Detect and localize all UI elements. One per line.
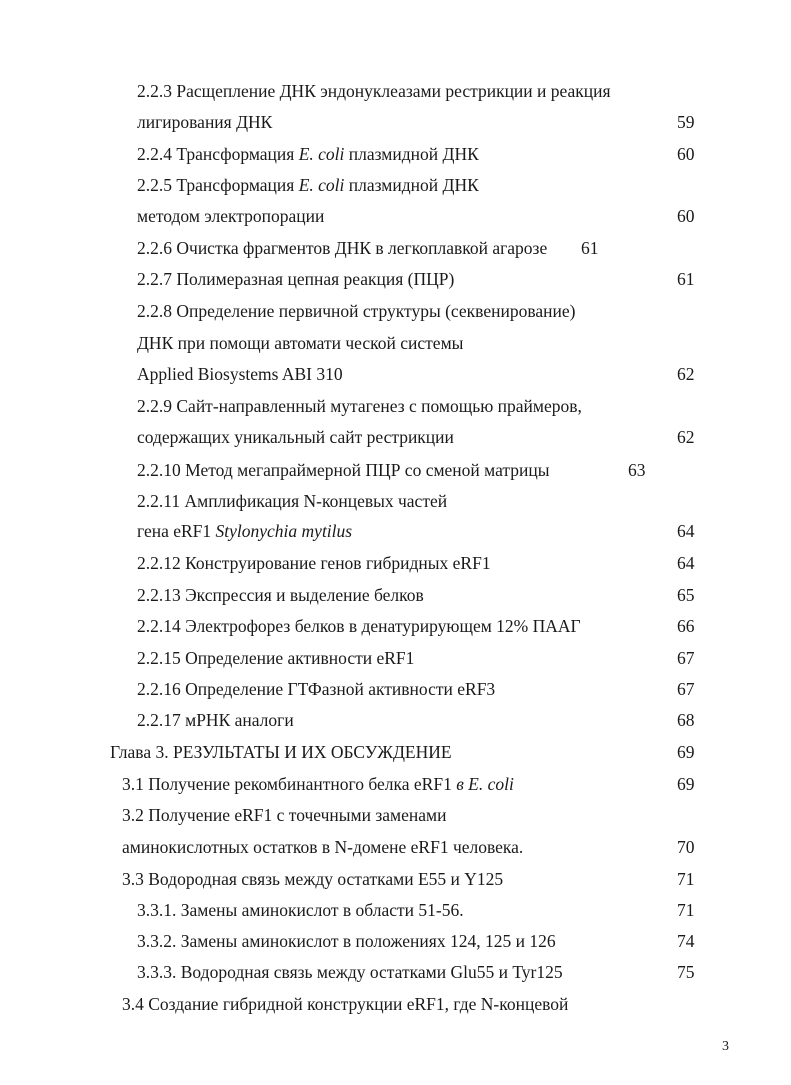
toc-entry-2-2-8-line2: ДНК при помощи автомати ческой системы [137,333,464,353]
toc-page-number: 69 [677,774,695,794]
toc-entry-2-2-10: 2.2.10 Метод мегапраймерной ПЦР со сменой матрицы [137,460,550,480]
toc-entry-text: 2.2.4 Трансформация [137,144,299,164]
toc-entry-3-1 [122,773,514,795]
toc-page-number: 60 [677,206,695,226]
toc-entry-2-2-7: 2.2.7 Полимеразная цепная реакция (ПЦР) [137,269,455,289]
toc-page-number: 67 [677,648,695,668]
toc-page-number: 71 [677,869,695,889]
toc-entry-italic: E. coli [298,144,345,164]
toc-entry-2-2-15: 2.2.15 Определение активности eRF1 [137,648,415,668]
toc-page-number: 64 [677,553,695,573]
toc-entry-2-2-16: 2.2.16 Определение ГТФазной активности eRF3 [137,679,496,699]
toc-page-number: 60 [677,144,695,164]
toc-entry-2-2-8-line1: 2.2.8 Определение первичной структуры (секвенирование) [137,301,576,321]
toc-entry-2-2-5-line2: методом электропорации [137,206,325,226]
toc-entry-2-2-9-line2: содержащих уникальный сайт рестрикции [137,427,454,447]
toc-page-number: 65 [677,585,695,605]
toc-page-number: 63 [628,460,646,480]
toc-page-number: 61 [581,238,599,258]
toc-entry-text: плазмидной ДНК [344,144,479,164]
toc-entry-2-2-6: 2.2.6 Очистка фрагментов ДНК в легкоплавкой агарозе [137,238,548,258]
toc-page-number: 75 [677,962,695,982]
toc-page-number: 59 [677,112,695,132]
toc-page-number: 64 [677,521,695,541]
page-number: 3 [722,1039,729,1054]
toc-entry-text: гена eRF1 [137,521,216,541]
toc-entry-2-2-12: 2.2.12 Конструирование генов гибридных eRF1 [137,553,491,573]
toc-page-number: 70 [677,837,695,857]
toc-entry-3-3-3: 3.3.3. Водородная связь между остатками Glu55 и Tyr125 [137,962,563,982]
toc-entry-text: плазмидной ДНК [344,175,479,195]
toc-entry-2-2-8-line3: Applied Biosystems ABI 310 [137,364,343,384]
toc-page-number: 66 [677,616,695,636]
toc-page-number: 67 [677,679,695,699]
toc-entry-italic: в E. coli [456,774,514,794]
toc-entry-text: 2.2.5 Трансформация [137,175,299,195]
toc-entry-italic: E. coli [298,175,345,195]
toc-entry-3-3: 3.3 Водородная связь между остатками E55 и Y125 [122,869,504,889]
toc-entry-2-2-14: 2.2.14 Электрофорез белков в денатурирующем 12% ПААГ [137,616,581,636]
toc-entry-text: 3.1 Получение рекомбинантного белка eRF1 [122,774,457,794]
toc-entry-2-2-3-line1: 2.2.3 Расщепление ДНК эндонуклеазами рестрикции и реакция [137,81,611,101]
toc-page-number: 62 [677,427,695,447]
toc-entry-2-2-9-line1: 2.2.9 Сайт-направленный мутагенез с помощью праймеров, [137,396,582,416]
toc-page-number: 61 [677,269,695,289]
toc-entry-2-2-11-line2 [137,520,352,542]
toc-entry-2-2-4 [137,143,479,165]
toc-entry-2-2-13: 2.2.13 Экспрессия и выделение белков [137,585,424,605]
toc-entry-3-2-line2: аминокислотных остатков в N-домене eRF1 человека. [122,837,524,857]
toc-page-number: 69 [677,742,695,762]
toc-page-number: 62 [677,364,695,384]
toc-page-number: 71 [677,900,695,920]
toc-page-number: 74 [677,931,695,951]
toc-entry-2-2-17: 2.2.17 мРНК аналоги [137,710,294,730]
toc-entry-3-4: 3.4 Создание гибридной конструкции eRF1, где N-концевой [122,994,569,1014]
toc-entry-2-2-11-line1: 2.2.11 Амплификация N-концевых частей [137,491,448,511]
toc-entry-3-3-2: 3.3.2. Замены аминокислот в положениях 124, 125 и 126 [137,931,556,951]
toc-entry-3-2-line1: 3.2 Получение eRF1 с точечными заменами [122,805,447,825]
toc-chapter-3: Глава 3. РЕЗУЛЬТАТЫ И ИХ ОБСУЖДЕНИЕ [110,742,452,762]
toc-entry-3-3-1: 3.3.1. Замены аминокислот в области 51-56. [137,900,464,920]
toc-entry-2-2-3-line2: лигирования ДНК [137,112,273,132]
toc-entry-italic: Stylonychia mytilus [215,521,353,541]
toc-entry-2-2-5-line1 [137,174,479,196]
toc-page-number: 68 [677,710,695,730]
